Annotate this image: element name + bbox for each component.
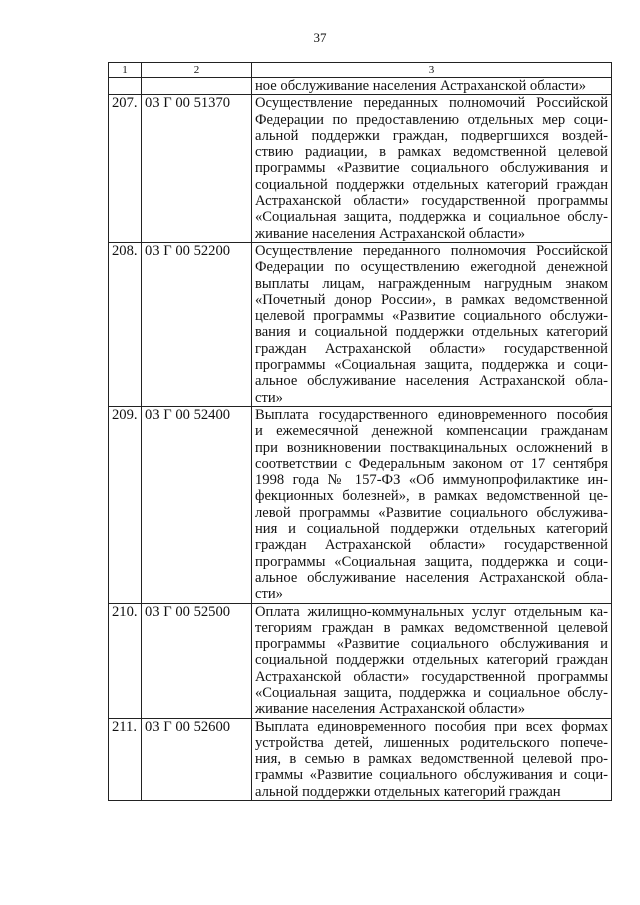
text-line: выплаты лицам, награжденным нагрудным знаком [255, 275, 608, 292]
text-line: «Почетный донор России», в рамках ведомственной [255, 291, 608, 308]
text-line: Астраханской области» государственной программы [255, 193, 608, 210]
text-line: социальной поддержки отдельных категорий граждан [255, 652, 608, 669]
code-cell: 03 Г 00 52400 [142, 406, 252, 603]
text-line: ния и социальной поддержки отдельных категорий [255, 521, 608, 538]
text-line: живание населения Астраханской области» [255, 225, 526, 242]
text-line: Осуществление переданных полномочий Российской [255, 95, 608, 112]
text-line: левой программы «Развитие социального обслужива- [255, 504, 608, 521]
text-line: ное обслуживание населения Астраханской области» [255, 78, 587, 94]
row-number-cell: 208. [109, 242, 142, 406]
text-line: Выплата единовременного пособия при всех формах [255, 718, 608, 735]
text-line: альное обслуживание населения Астраханской обла- [255, 373, 608, 390]
row-number-cell [109, 78, 142, 95]
table-row [109, 718, 612, 800]
text-line: альной поддержки граждан, подвергшихся воздей- [255, 127, 608, 144]
text-line: целевой программы «Развитие социального обслужи- [255, 308, 608, 325]
row-number-cell: 207. [109, 95, 142, 243]
table-row [109, 95, 612, 243]
text-line: альное обслуживание населения Астраханской обла- [255, 569, 608, 586]
text-line: устройства детей, лишенных родительского попече- [255, 734, 608, 751]
table-row [109, 603, 612, 718]
description-cell [252, 406, 612, 603]
text-line: граммы «Развитие социального обслуживания и соци- [255, 767, 608, 784]
text-line: Выплата государственного единовременного пособия [255, 406, 608, 423]
code-cell: 03 Г 00 51370 [142, 95, 252, 243]
table-row [109, 406, 612, 603]
text-line: сти» [255, 389, 283, 406]
column-header: 1 [109, 63, 142, 78]
table-row [109, 242, 612, 406]
text-line: граждан Астраханской области» государственной [255, 537, 608, 554]
text-line: альной поддержки отдельных категорий граждан [255, 783, 561, 800]
text-line: вания и социальной поддержки отдельных категорий [255, 324, 608, 341]
text-line: программы «Развитие социального обслуживания и [255, 160, 608, 177]
text-line: социальной поддержки отдельных категорий граждан [255, 176, 608, 193]
row-number-cell: 210. [109, 603, 142, 718]
text-line: сти» [255, 586, 283, 603]
text-line: программы «Развитие социального обслуживания и [255, 636, 608, 653]
code-cell: 03 Г 00 52600 [142, 718, 252, 800]
description-cell [252, 95, 612, 243]
text-line: фекционных болезней», в рамках ведомственной це- [255, 488, 608, 505]
page-number: 37 [313, 30, 327, 45]
text-line: Осуществление переданного полномочия Российской [255, 242, 608, 259]
text-line: Оплата жилищно-коммунальных услуг отдельным ка- [255, 603, 608, 620]
text-line: живание населения Астраханской области» [255, 701, 526, 718]
text-line: при возникновении поствакцинальных осложнений в [255, 439, 608, 456]
text-line: «Социальная защита, поддержка и социальное обслу- [255, 209, 608, 226]
text-line: 1998 года № 157-ФЗ «Об иммунопрофилактике ин- [255, 472, 608, 489]
text-line: граждан Астраханской области» государственной [255, 340, 608, 357]
text-line: Астраханской области» государственной программы [255, 668, 608, 685]
text-line: программы «Социальная защита, поддержка и соци- [255, 553, 608, 570]
code-cell: 03 Г 00 52200 [142, 242, 252, 406]
description-cell [252, 718, 612, 800]
row-number-cell: 211. [109, 718, 142, 800]
text-line: «Социальная защита, поддержка и социальное обслу- [255, 684, 608, 701]
code-cell [142, 78, 252, 95]
budget-code-table [108, 62, 612, 801]
text-line: программы «Социальная защита, поддержка и соци- [255, 357, 608, 374]
text-line: тегориям граждан в рамках ведомственной целевой [255, 619, 608, 636]
text-line: ния, в семью в рамках ведомственной целевой про- [255, 751, 608, 768]
column-header: 2 [142, 63, 252, 78]
description-cell [252, 242, 612, 406]
row-number-cell: 209. [109, 406, 142, 603]
column-header: 3 [252, 63, 612, 78]
text-line: и ежемесячной денежной компенсации гражданам [255, 423, 608, 440]
code-cell: 03 Г 00 52500 [142, 603, 252, 718]
text-line: Федерации по предоставлению отдельных мер соци- [255, 111, 608, 128]
continuation-row [109, 78, 612, 95]
text-line: соответствии с Федеральным законом от 17 сентября [255, 455, 608, 472]
table-header-row [109, 63, 612, 78]
description-cell [252, 603, 612, 718]
text-line: Федерации по осуществлению ежегодной денежной [255, 259, 608, 276]
text-line: ствию радиации, в рамках ведомственной целевой [255, 144, 608, 161]
description-cell [252, 78, 612, 95]
